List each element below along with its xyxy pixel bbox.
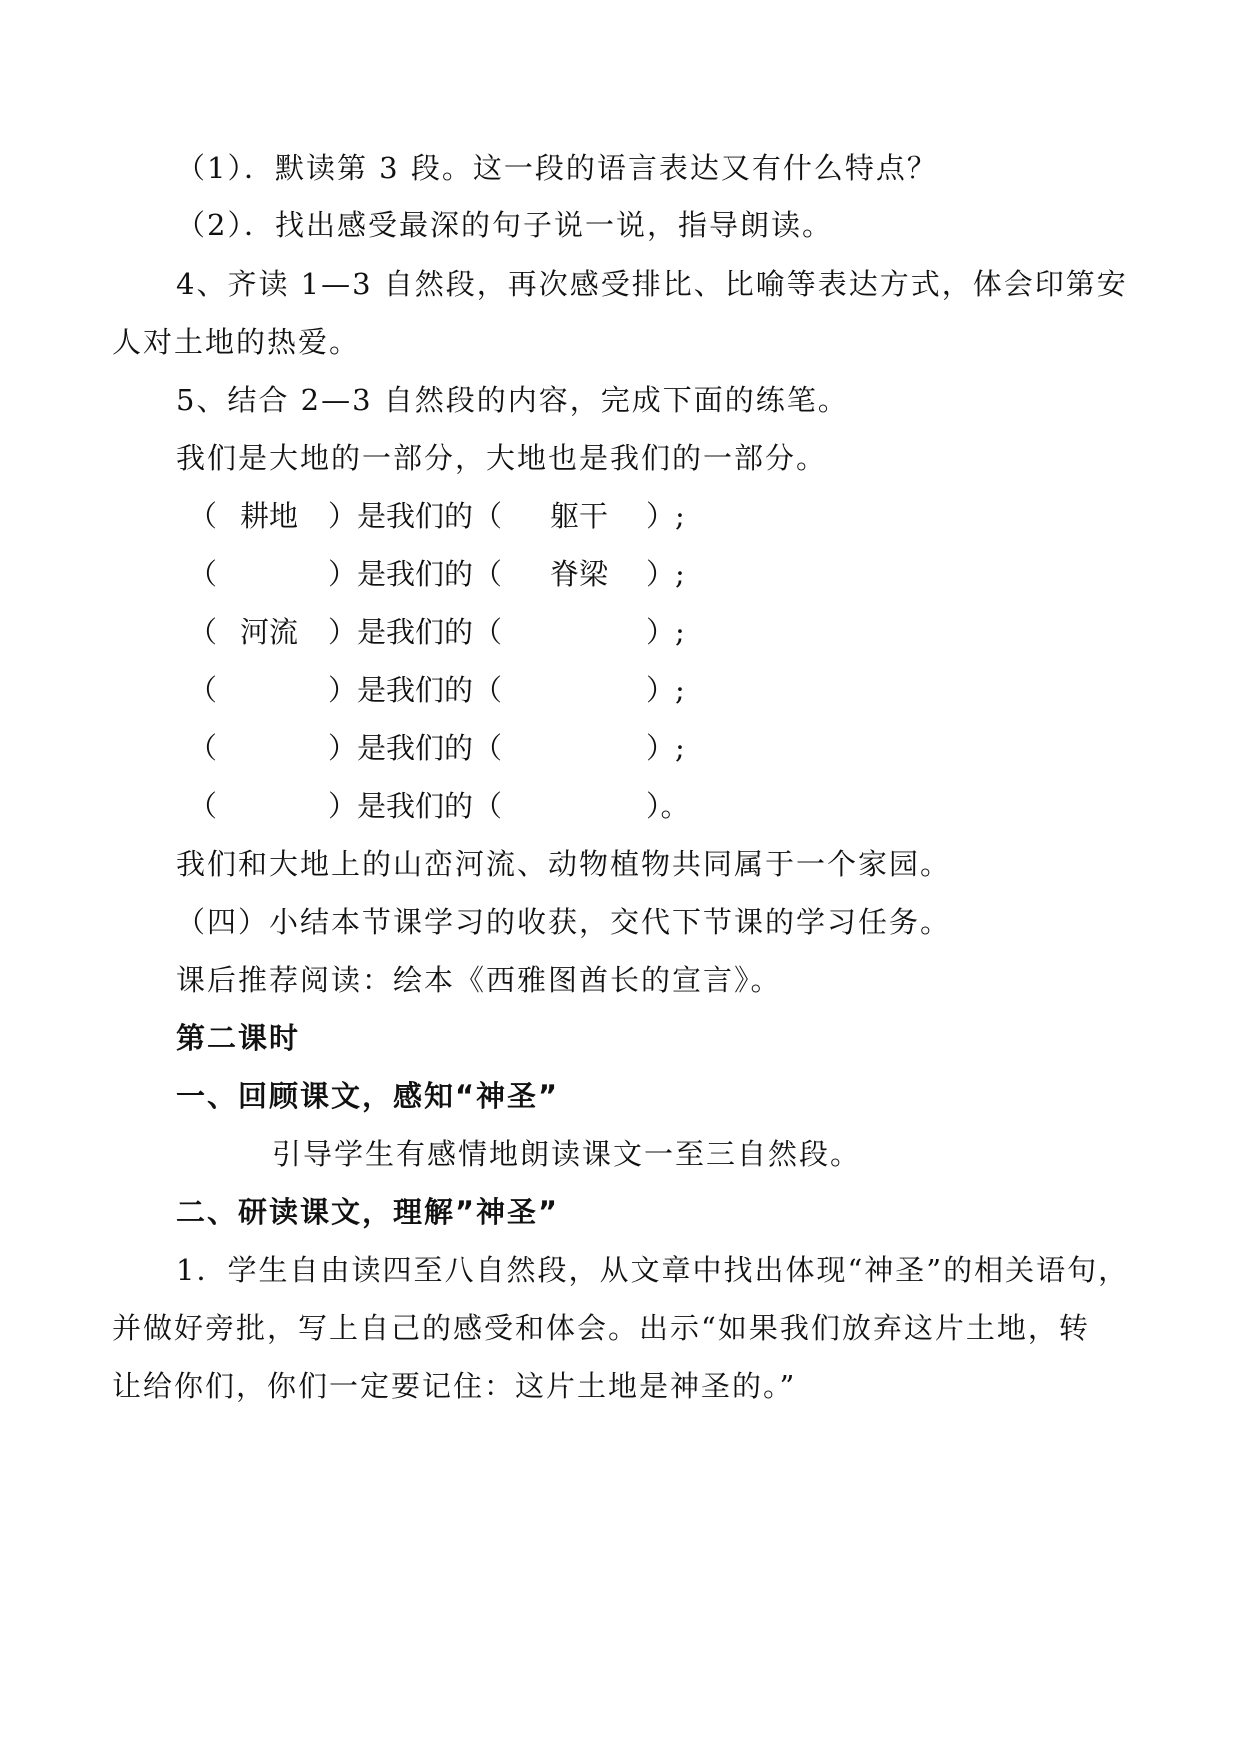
- fill-mid: ）是我们的（: [328, 789, 503, 823]
- fill-mid: ）是我们的（: [328, 499, 503, 533]
- fill-blank-b: 脊梁: [550, 557, 609, 591]
- exercise-outro: 我们和大地上的山峦河流、动物植物共同属于一个家园。: [176, 847, 952, 881]
- exercise-intro: 我们是大地的一部分，大地也是我们的一部分。: [176, 441, 828, 475]
- fill-open: （: [188, 499, 218, 533]
- question-2: （2）．找出感受最深的句子说一说，指导朗读。: [176, 208, 833, 242]
- summary-line: （四）小结本节课学习的收获，交代下节课的学习任务。: [176, 905, 952, 939]
- fill-close: ）;: [646, 615, 685, 649]
- section-1-heading: 一、回顾课文，感知“神圣”: [176, 1079, 560, 1113]
- step-4-line-1: 4、齐读 1—3 自然段，再次感受排比、比喻等表达方式，体会印第安: [176, 267, 1128, 301]
- fill-open: （: [188, 789, 218, 823]
- fill-open: （: [188, 557, 218, 591]
- question-1: （1）．默读第 3 段。这一段的语言表达又有什么特点？: [176, 151, 938, 185]
- fill-blank-a: 河流: [240, 615, 299, 649]
- fill-mid: ）是我们的（: [328, 557, 503, 591]
- step-5: 5、结合 2—3 自然段的内容，完成下面的练笔。: [176, 383, 849, 417]
- fill-mid: ）是我们的（: [328, 673, 503, 707]
- fill-mid: ）是我们的（: [328, 615, 503, 649]
- section-2-text-line-3: 让给你们，你们一定要记住：这片土地是神圣的。”: [112, 1369, 797, 1403]
- fill-close: ）。: [646, 789, 690, 823]
- fill-blank-b: 躯干: [550, 499, 609, 533]
- fill-close: ）;: [646, 673, 685, 707]
- step-4-line-2: 人对土地的热爱。: [112, 325, 361, 359]
- section-2-text-line-2: 并做好旁批，写上自己的感受和体会。出示“如果我们放弃这片土地，转: [112, 1311, 1090, 1345]
- fill-open: （: [188, 673, 218, 707]
- section-2-heading: 二、研读课文，理解”神圣”: [176, 1195, 560, 1229]
- section-1-text: 引导学生有感情地朗读课文一至三自然段。: [272, 1137, 862, 1171]
- fill-close: ）;: [646, 499, 685, 533]
- fill-blank-a: 耕地: [240, 499, 299, 533]
- fill-mid: ）是我们的（: [328, 731, 503, 765]
- recommended-reading: 课后推荐阅读：绘本《西雅图酋长的宣言》。: [176, 963, 782, 997]
- lesson-2-heading: 第二课时: [176, 1021, 301, 1055]
- fill-close: ）;: [646, 557, 685, 591]
- fill-open: （: [188, 615, 218, 649]
- fill-close: ）;: [646, 731, 685, 765]
- section-2-text-line-1: 1．学生自由读四至八自然段，从文章中找出体现“神圣”的相关语句，: [176, 1253, 1130, 1287]
- fill-open: （: [188, 731, 218, 765]
